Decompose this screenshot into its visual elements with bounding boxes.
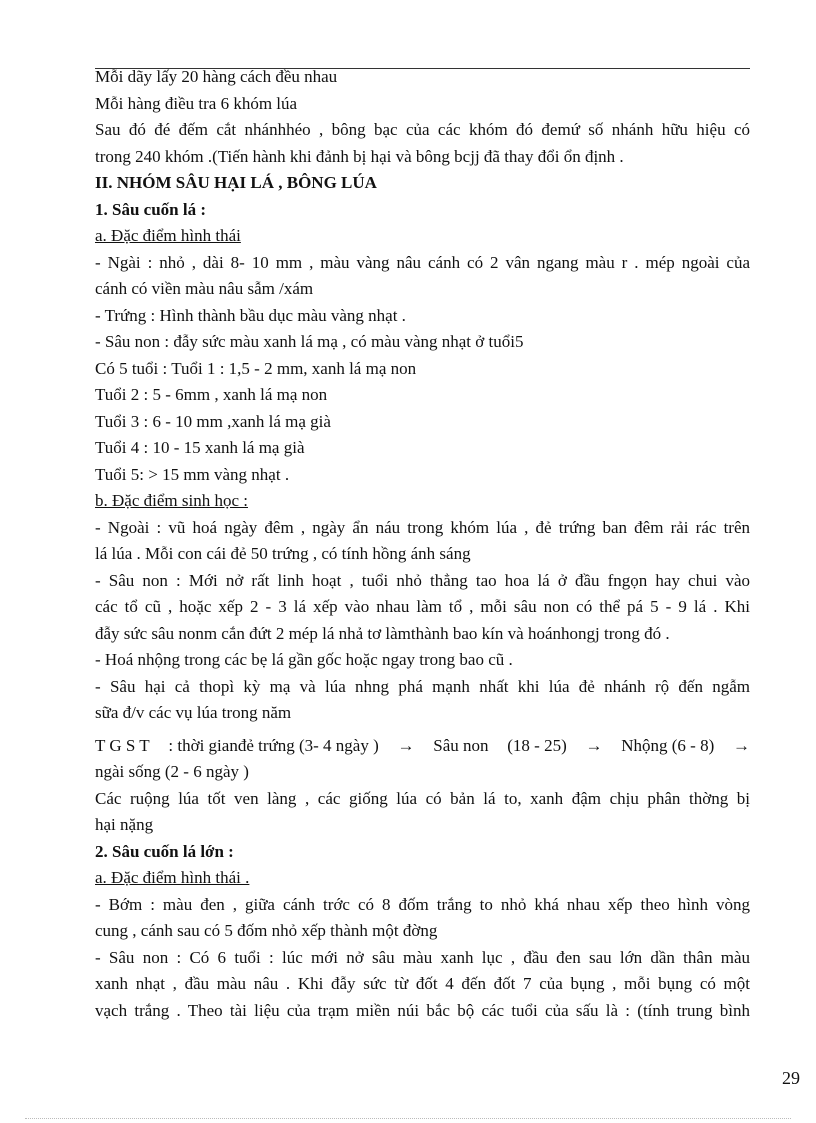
text-line: các tổ cũ , hoặc xếp 2 - 3 lá xếp vào nhau làm tổ , mỗi sâu non có thể pá 5 - 9 lá . Khi bbox=[95, 597, 750, 616]
arrow-right-icon: → bbox=[585, 735, 603, 755]
text-line: - Bớm : màu đen , giữa cánh trớc có 8 đốm trắng to nhỏ khá nhau xếp theo hình vòng bbox=[95, 894, 750, 914]
text-line: Tuổi 2 : 5 - 6mm , xanh lá mạ non bbox=[95, 385, 328, 404]
text-line: - Trứng : Hình thành bầu dục màu vàng nhạt . bbox=[95, 305, 406, 325]
text-line: Sau đó đé đếm cắt nhánhhéo , bông bạc của các khóm đó đemứ số nhánh hữu hiệu có bbox=[95, 120, 750, 139]
text-line: - Sâu non : Mới nở rất linh hoạt , tuổi nhỏ thẳng tao hoa lá ở đầu fngọn hay chui vào bbox=[95, 570, 750, 590]
subheading-underlined: a. Đặc điểm hình thái . bbox=[95, 868, 250, 887]
subheading-underlined: b. Đặc điểm sinh học : bbox=[95, 491, 248, 510]
flow-larva-days: (18 - 25) bbox=[507, 735, 567, 755]
subsection-heading: 2. Sâu cuốn lá lớn : bbox=[95, 841, 234, 861]
text-line: đẫy sức sâu nonm cắn đứt 2 mép lá nhả tơ làmthành bao kín và hoánhongj trong đó . bbox=[95, 623, 670, 643]
flow-larva-stage: Sâu non bbox=[433, 735, 489, 755]
page-number: 29 bbox=[782, 1068, 800, 1088]
text-line: hại nặng bbox=[95, 815, 154, 834]
text-line: trong 240 khóm .(Tiến hành khi đảnh bị hại và bông bcjj đã thay đổi ổn định . bbox=[95, 146, 624, 166]
text-line: xanh nhạt , đầu màu nâu . Khi đẫy sức từ đốt 4 đến đốt 7 của bụng , mỗi bụng có một bbox=[95, 974, 750, 993]
text-line: Tuổi 5: > 15 mm vàng nhạt . bbox=[95, 464, 290, 484]
text-line: vạch trắng . Theo tài liệu của trạm miền núi bắc bộ các tuổi của sấu là : (tính trung bình bbox=[95, 1000, 750, 1020]
arrow-right-icon: → bbox=[397, 735, 415, 755]
text-line: - Sâu non : đẫy sức màu xanh lá mạ , có màu vàng nhạt ở tuổi5 bbox=[95, 332, 524, 351]
text-line: Tuổi 3 : 6 - 10 mm ,xanh lá mạ già bbox=[95, 411, 331, 431]
text-line: - Ngài : nhỏ , dài 8- 10 mm , màu vàng nâu cánh có 2 vân ngang màu r . mép ngoài của bbox=[95, 252, 750, 272]
text-line: - Hoá nhộng trong các bẹ lá gần gốc hoặc ngay trong bao cũ . bbox=[95, 650, 513, 669]
text-line: Tuổi 4 : 10 - 15 xanh lá mạ già bbox=[95, 438, 305, 457]
text-line: - Sâu non : Có 6 tuổi : lúc mới nở sâu màu xanh lục , đầu đen sau lớn dần thân màu bbox=[95, 947, 750, 967]
body-text bbox=[95, 64, 750, 1024]
text-line: - Ngoài : vũ hoá ngày đêm , ngày ẩn náu trong khóm lúa , đẻ trứng ban đêm rải rác trên bbox=[95, 517, 750, 537]
section-heading: II. NHÓM SÂU HẠI LÁ , BÔNG LÚA bbox=[95, 173, 377, 192]
text-line: Mỗi dãy lấy 20 hàng cách đều nhau bbox=[95, 67, 338, 86]
arrow-right-icon: → bbox=[733, 735, 750, 755]
flow-label: T G S T bbox=[95, 735, 150, 755]
text-line: - Sâu hại cả thopì kỳ mạ và lúa nhng phá mạnh nhất khi lúa đẻ nhánh rộ đến ngẫm bbox=[95, 676, 750, 696]
life-cycle-flow bbox=[95, 733, 750, 760]
text-line: Các ruộng lúa tốt ven làng , các giống lúa có bản lá to, xanh đậm chịu phân thờng bị bbox=[95, 788, 750, 808]
text-line: lá lúa . Mỗi con cái đẻ 50 trứng , có tính hồng ánh sáng bbox=[95, 544, 471, 563]
text-line: cánh có viền màu nâu sẫm /xám bbox=[95, 279, 314, 298]
text-line: cung , cánh sau có 5 đốm nhỏ xếp thành một đờng bbox=[95, 921, 438, 940]
subheading-underlined: a. Đặc điểm hình thái bbox=[95, 226, 241, 245]
flow-pupa-stage: Nhộng (6 - 8) bbox=[621, 735, 715, 755]
subsection-heading: 1. Sâu cuốn lá : bbox=[95, 199, 206, 219]
text-line: Mỗi hàng điều tra 6 khóm lúa bbox=[95, 93, 298, 113]
footer-divider bbox=[25, 1118, 791, 1119]
text-line: ngài sống (2 - 6 ngày ) bbox=[95, 762, 249, 781]
text-line: sữa đ/v các vụ lúa trong năm bbox=[95, 703, 292, 722]
flow-egg-stage: : thời gianđẻ trứng (3- 4 ngày ) bbox=[168, 735, 379, 755]
text-line: Có 5 tuổi : Tuổi 1 : 1,5 - 2 mm, xanh lá mạ non bbox=[95, 358, 417, 378]
